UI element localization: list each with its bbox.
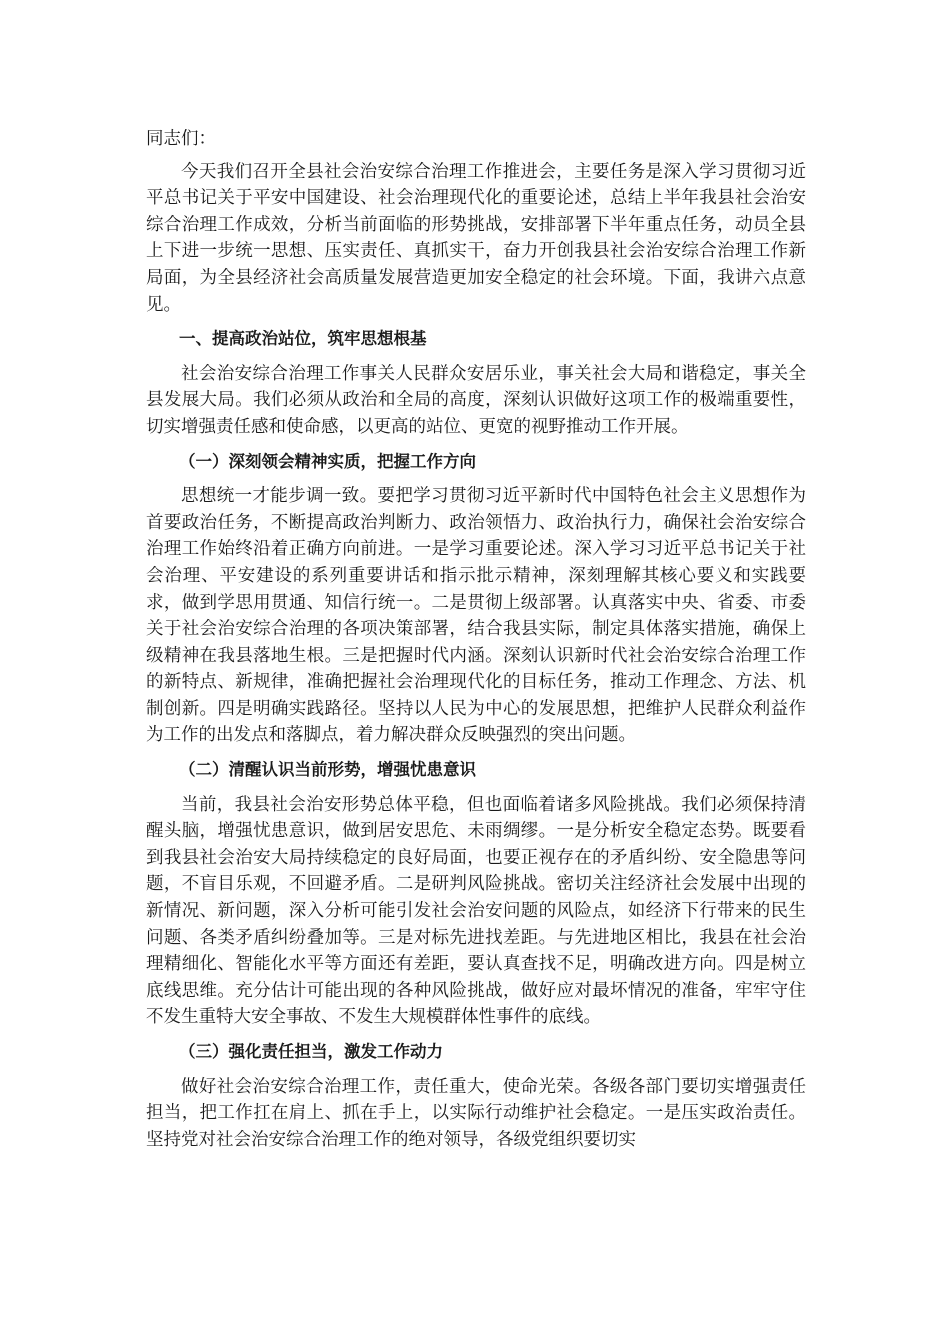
- subsection-3-paragraph: 做好社会治安综合治理工作，责任重大，使命光荣。各级各部门要切实增强责任担当，把工作扛在肩上、抓在手上，以实际行动维护社会稳定。一是压实政治责任。坚持党对社会治安综合治理工作的绝对领导，各级党组织要切实: [146, 1076, 806, 1150]
- intro-paragraph: 今天我们召开全县社会治安综合治理工作推进会，主要任务是深入学习贯彻习近平总书记关于平安中国建设、社会治理现代化的重要论述，总结上半年我县社会治安综合治理工作成效，分析当前面临的形势挑战，安排部署下半年重点任务，动员全县上下进一步统一思想、压实责任、真抓实干，奋力开创我县社会治安综合治理工作新局面，为全县经济社会高质量发展营造更加安全稳定的社会环境。下面，我讲六点意见。: [146, 161, 806, 315]
- document-page: [146, 126, 806, 1161]
- subsection-2-paragraph: 当前，我县社会治安形势总体平稳，但也面临着诸多风险挑战。我们必须保持清醒头脑，增强忧患意识，做到居安思危、未雨绸缪。一是分析安全稳定态势。既要看到我县社会治安大局持续稳定的良好局面，也要正视存在的矛盾纠纷、安全隐患等问题，不盲目乐观，不回避矛盾。二是研判风险挑战。密切关注经济社会发展中出现的新情况、新问题，深入分析可能引发社会治安问题的风险点，如经济下行带来的民生问题、各类矛盾纠纷叠加等。三是对标先进找差距。与先进地区相比，我县在社会治理精细化、智能化水平等方面还有差距，要认真查找不足，明确改进方向。四是树立底线思维。充分估计可能出现的各种风险挑战，做好应对最坏情况的准备，牢牢守住不发生重特大安全事故、不发生大规模群体性事件的底线。: [146, 794, 806, 1028]
- subsection-3-heading: （三）强化责任担当，激发工作动力: [179, 1042, 443, 1061]
- subsection-1-paragraph: 思想统一才能步调一致。要把学习贯彻习近平新时代中国特色社会主义思想作为首要政治任务，不断提高政治判断力、政治领悟力、政治执行力，确保社会治安综合治理工作始终沿着正确方向前进。一是学习重要论述。深入学习习近平总书记关于社会治理、平安建设的系列重要讲话和指示批示精神，深刻理解其核心要义和实践要求，做到学思用贯通、知信行统一。二是贯彻上级部署。认真落实中央、省委、市委关于社会治安综合治理的各项决策部署，结合我县实际，制定具体落实措施，确保上级精神在我县落地生根。三是把握时代内涵。深刻认识新时代社会治安综合治理工作的新特点、新规律，准确把握社会治理现代化的目标任务，推动工作理念、方法、机制创新。四是明确实践路径。坚持以人民为中心的发展思想，把维护人民群众利益作为工作的出发点和落脚点，着力解决群众反映强烈的突出问题。: [146, 486, 806, 746]
- section-1-paragraph: 社会治安综合治理工作事关人民群众安居乐业，事关社会大局和谐稳定，事关全县发展大局。我们必须从政治和全局的高度，深刻认识做好这项工作的极端重要性，切实增强责任感和使命感，以更高的站位、更宽的视野推动工作开展。: [146, 363, 806, 437]
- section-1-heading: 一、提高政治站位，筑牢思想根基: [179, 329, 427, 349]
- subsection-2-heading: （二）清醒认识当前形势，增强忧患意识: [179, 760, 476, 780]
- salutation: 同志们：: [146, 129, 216, 149]
- subsection-1-heading: （一）深刻领会精神实质，把握工作方向: [179, 451, 476, 471]
